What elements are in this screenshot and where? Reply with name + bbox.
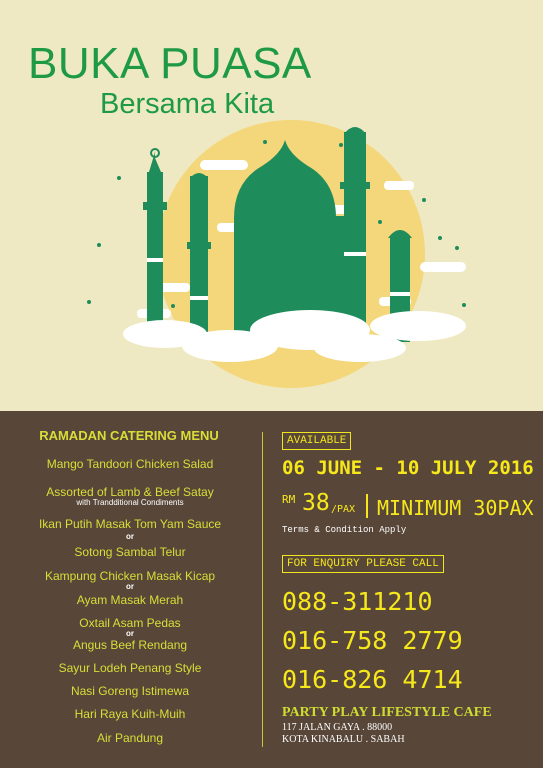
menu-item: Sotong Sambal Telur [74,545,186,559]
menu-item: Hari Raya Kuih-Muih [74,707,186,721]
phone-number: 016-826 4714 [282,665,463,694]
menu-item: Nasi Goreng Istimewa [70,684,190,698]
menu-item: Ikan Putih Masak Tom Yam Sauce [38,517,222,531]
menu-item: Air Pandung [96,731,164,745]
menu-or-separator: or [126,582,134,591]
menu-item: Kampung Chicken Masak Kicap [44,569,216,583]
available-label: AVAILABLE [282,432,351,450]
menu-item: Sayur Lodeh Penang Style [58,661,202,675]
menu-or-separator: or [126,532,134,541]
poster-title: BUKA PUASA [28,39,312,88]
phone-number: 088-311210 [282,587,433,616]
price-value: 38 [302,490,330,516]
menu-item: Oxtail Asam Pedas [79,616,181,630]
terms-note: Terms & Condition Apply [282,525,407,535]
availability-dates: 06 JUNE - 10 JULY 2016 [282,457,534,479]
menu-or-separator: or [126,629,134,638]
price-divider [366,494,368,518]
enquiry-label: FOR ENQUIRY PLEASE CALL [282,555,444,573]
phone-number: 016-758 2779 [282,626,463,655]
menu-item: Angus Beef Rendang [72,638,188,652]
cafe-name: PARTY PLAY LIFESTYLE CAFE [282,705,492,720]
cafe-address-line-1: 117 JALAN GAYA . 88000 [282,722,393,733]
menu-item-note: with Trandditional Condiments [76,498,184,507]
price-currency: RM [282,493,296,506]
cafe-address-line-2: KOTA KINABALU . SABAH [282,734,405,745]
menu-item: Mango Tandoori Chicken Salad [46,457,214,471]
menu-item: Ayam Masak Merah [76,593,184,607]
minimum-pax: MINIMUM 30PAX [377,496,534,520]
menu-title: RAMADAN CATERING MENU [39,428,219,443]
poster-subtitle: Bersama Kita [100,88,275,120]
menu-item: Assorted of Lamb & Beef Satay [46,485,214,499]
column-divider [262,432,263,747]
price-unit: /PAX [331,504,356,515]
